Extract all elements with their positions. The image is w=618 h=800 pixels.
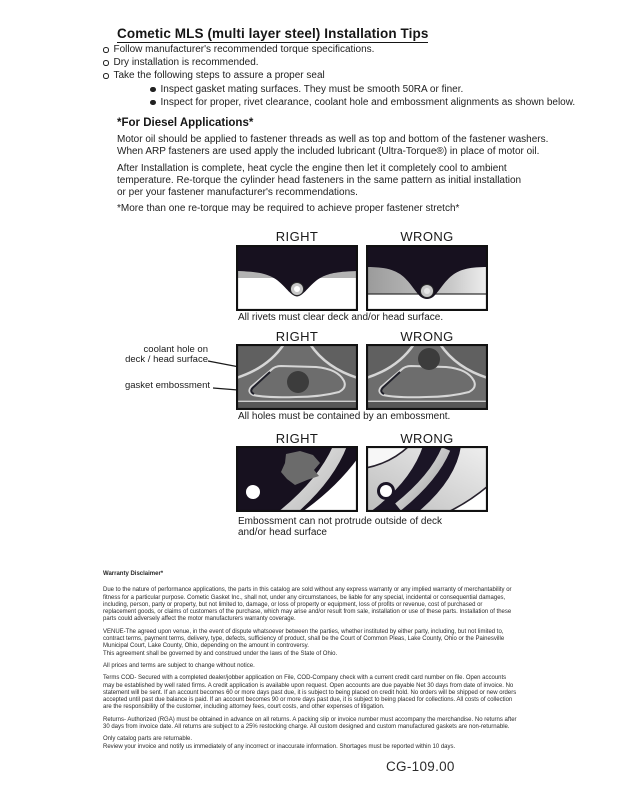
row2-right-label: RIGHT [275, 329, 319, 344]
diagram-row2-wrong [366, 344, 488, 410]
diesel-paragraph-2 [117, 163, 521, 199]
row1-wrong-label: WRONG [400, 229, 454, 244]
retorque-note: *More than one re-torque may be required to achieve proper fastener stretch* [117, 203, 460, 214]
page-title: Cometic MLS (multi layer steel) Installation Tips [117, 26, 429, 41]
list-item [150, 96, 575, 109]
page-code: CG-109.00 [386, 759, 455, 774]
text-line: temperature. Re-torque the cylinder head fasteners in the same pattern as initial installation [117, 174, 522, 186]
legal-paragraph: This agreement shall be governed by and construed under the laws of the State of Ohio. [103, 650, 338, 657]
legal-fine-print [103, 571, 517, 751]
filled-bullet-icon [150, 100, 156, 106]
text-line: Embossment can not protrude outside of deck [238, 516, 443, 527]
bullet-text: Dry installation is recommended. [113, 57, 259, 69]
embossment-containment-right-diagram [236, 344, 358, 410]
bolt-hole [246, 485, 260, 499]
bolt-hole [379, 484, 394, 499]
legal-paragraph: Returns- Authorized (RGA) must be obtained in advance on all returns. A packing slip or invoice number must accompany the merchandise. No returns after 30 days from invoice date. All returns are subject to a 25% restocking charge. All custom designed and custom manufactured gaskets are non-returnable. [103, 716, 517, 731]
bullet-text: Inspect gasket mating surfaces. They must be smooth 50RA or finer. [160, 83, 464, 95]
legal-paragraph: Review your invoice and notify us immediately of any incorrect or inaccurate information. Shortages must be reported within 10 days. [103, 743, 456, 750]
list-item [103, 56, 575, 69]
list-item [150, 83, 575, 96]
diagram-row1-right [236, 245, 358, 311]
diagram-row1-wrong [366, 245, 488, 311]
coolant-hole [287, 371, 309, 393]
warranty-disclaimer-heading: Warranty Disclaimer* [103, 571, 164, 577]
text-line: When ARP fasteners are used apply the included lubricant (Ultra-Torque®) in place of motor oil. [117, 145, 540, 157]
open-bullet-icon [103, 60, 109, 66]
row2-wrong-label: WRONG [400, 329, 454, 344]
diagram-row3-wrong [366, 446, 488, 512]
installation-tips-list [103, 43, 575, 109]
filled-bullet-icon [150, 87, 156, 93]
embossment-containment-wrong-diagram [366, 344, 488, 410]
diagram-row2-right [236, 344, 358, 410]
text-line: After Installation is complete, heat cycle the engine then let it completely cool to ambient [117, 163, 507, 174]
legal-paragraph: Terms COD- Secured with a completed dealer/jobber application on File, COD-Company check with a current credit card number on file. Open accounts may be established by well rated firms. A credit application is available upon request. Open accounts are due payable Net 30 days from date of invoice. No statement will be sent. If an account becomes 60 or more days past due, it is subject to being placed on credit hold. No orders will be shipped or new orders accepted until past due balance is paid. If an account becomes 90 or more days past due, it is subject to being placed for collections. All costs of collection are the responsibility of the customer, including attorney fees, court costs, and other expenses of litigation. [103, 675, 517, 711]
embossment-protrusion-wrong-diagram [366, 446, 488, 512]
rivet-hole [294, 286, 300, 292]
diesel-paragraph-1 [117, 134, 548, 158]
text-line: Motor oil should be applied to fastener threads as well as top and bottom of the fastener washers. [117, 134, 549, 145]
legal-paragraph: VENUE-The agreed upon venue, in the event of dispute whatsoever between the parties, whether instituted by either party, including, but not limited to, contract terms, payment terms, delivery, type, defects, sufficiency of product, shall be the Court of Common Pleas, Lake County, Ohio or the Painesville Municipal Court, Lake County, Ohio, depending on the amount in controversy. [103, 628, 505, 650]
row1-caption: All rivets must clear deck and/or head surface. [238, 312, 444, 323]
open-bullet-icon [103, 47, 109, 53]
bullet-text: Take the following steps to assure a proper seal [113, 70, 325, 82]
list-item [103, 43, 575, 56]
rivet-clearance-right-diagram [236, 245, 358, 311]
rivet-hole [424, 288, 430, 294]
legal-paragraph: All prices and terms are subject to change without notice. [103, 662, 255, 669]
legal-paragraph: Due to the nature of performance applications, the parts in this catalog are sold without any express warranty or any implied warranty of merchantability or fitness for a particular purpose. Cometic Gasket Inc., shall not, under any circumstances, be liable for any special, incidental or consequential damages, including, person, party or property, but not limited to, damage, or loss of property or equipment, loss of profits or revenue, cost of purchased or replacement goods, or claims of customers of the purchase, which may arise and/or result from sale, installation or use of these parts. Installation of these parts could adversely affect the motor manufacturers warranty coverage. [103, 587, 512, 623]
coolant-hole [418, 348, 440, 370]
row1-right-label: RIGHT [275, 229, 319, 244]
row3-right-label: RIGHT [275, 431, 319, 446]
text-line: or per your fastener manufacturer's recommendations. [117, 186, 358, 198]
bullet-text: Inspect for proper, rivet clearance, coolant hole and embossment alignments as shown below. [160, 96, 576, 108]
rivet-clearance-wrong-diagram [366, 245, 488, 311]
bullet-text: Follow manufacturer's recommended torque specifications. [113, 44, 375, 55]
row3-caption [238, 516, 442, 538]
diesel-heading: *For Diesel Applications* [117, 117, 254, 129]
embossment-annotation: gasket embossment [124, 380, 210, 391]
embossment-protrusion-right-diagram [236, 446, 358, 512]
text-line: and/or head surface [238, 527, 327, 538]
text-line: coolant hole on [143, 344, 208, 355]
coolant-hole-annotation [108, 345, 208, 365]
open-bullet-icon [103, 73, 109, 79]
list-item [103, 69, 575, 82]
diagram-row3-right [236, 446, 358, 512]
legal-paragraph: Only catalog parts are returnable. [103, 736, 193, 743]
text-line: deck / head surface [125, 353, 208, 365]
row2-caption: All holes must be contained by an embossment. [238, 411, 451, 422]
row3-wrong-label: WRONG [400, 431, 454, 446]
